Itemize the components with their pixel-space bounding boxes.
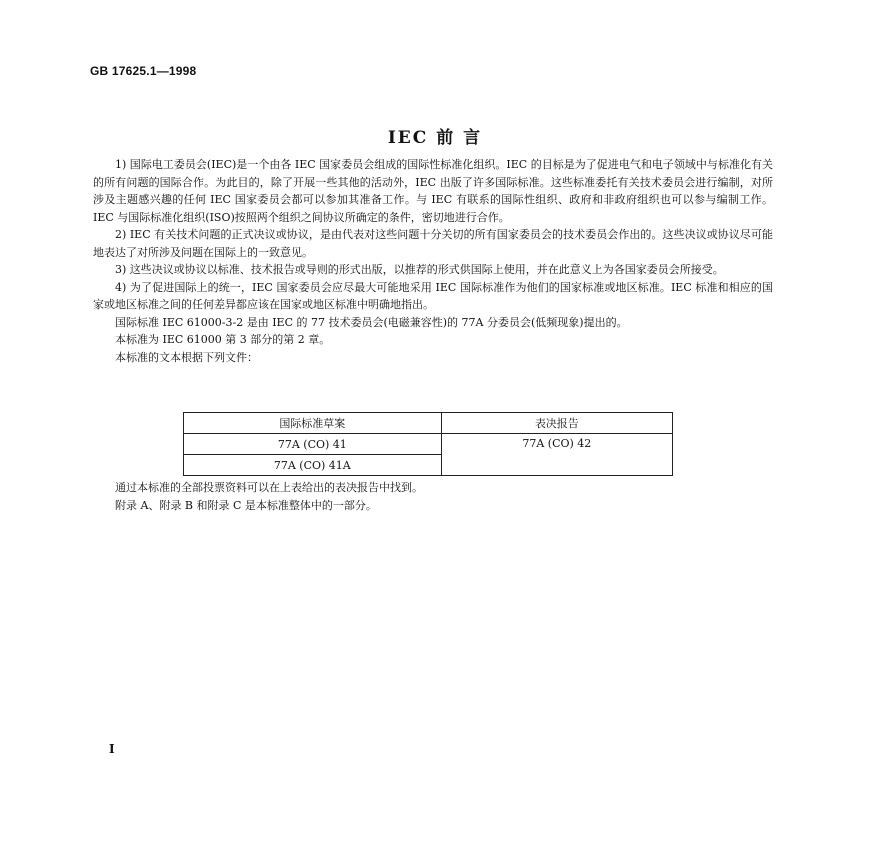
- table-header-row: [184, 413, 673, 434]
- foreword-body: [93, 156, 773, 366]
- paragraph-2: 2) IEC 有关技术问题的正式决议或协议，是由代表对这些问题十分关切的所有国家委员会的技术委员会作出的。这些决议或协议尽可能地表达了对所涉及问题在国际上的一致意见。: [93, 228, 773, 259]
- standard-code: GB 17625.1—1998: [90, 64, 197, 78]
- paragraph-chapter: 本标准为 IEC 61000 第 3 部分的第 2 章。: [115, 333, 331, 346]
- table-cell-draft: 77A (CO) 41: [184, 434, 442, 455]
- table-row: [184, 434, 673, 455]
- closing-text: [93, 479, 773, 514]
- paragraph-voting-info: 通过本标准的全部投票资料可以在上表给出的表决报告中找到。: [115, 481, 423, 494]
- page-number: I: [109, 742, 115, 756]
- paragraph-1: 1) 国际电工委员会(IEC)是一个由各 IEC 国家委员会组成的国际性标准化组织。IEC 的目标是为了促进电气和电子领域中与标准化有关的所有问题的国际合作。为此目的，除了开展一些其他的活动外，IEC 出版了许多国际标准。这些标准委托有关技术委员会进行编制，对所涉及主题感兴趣的任何 IEC 国家委员会都可以参加其准备工作。与 IEC 有联系的国际性组织、政府和非政府组织也可以参与编制工作。IEC 与国际标准化组织(ISO)按照两个组织之间协议所确定的条件，密切地进行合作。: [93, 158, 773, 224]
- table-cell-draft: 77A (CO) 41A: [184, 455, 442, 476]
- table-header-draft: 国际标准草案: [184, 413, 442, 434]
- paragraph-annexes: 附录 A、附录 B 和附录 C 是本标准整体中的一部分。: [115, 498, 377, 512]
- paragraph-4: 4) 为了促进国际上的统一，IEC 国家委员会应尽最大可能地采用 IEC 国际标准作为他们的国家标准或地区标准。IEC 标准和相应的国家或地区标准之间的任何差异都应该在国家或地区标准中明确地指出。: [93, 280, 773, 311]
- table-header-vote-report: 表决报告: [441, 413, 672, 434]
- paragraph-documents-intro: 本标准的文本根据下列文件：: [115, 350, 258, 364]
- page-title: IEC 前 言: [387, 128, 483, 148]
- paragraph-origin: 国际标准 IEC 61000-3-2 是由 IEC 的 77 技术委员会(电磁兼容性)的 77A 分委员会(低频现象)提出的。: [115, 315, 628, 329]
- paragraph-3: 3) 这些决议或协议以标准、技术报告或导则的形式出版，以推荐的形式供国际上使用，并在此意义上为各国家委员会所接受。: [115, 263, 724, 276]
- voting-documents-table: [183, 412, 673, 476]
- table-cell-vote-report: 77A (CO) 42: [441, 434, 672, 476]
